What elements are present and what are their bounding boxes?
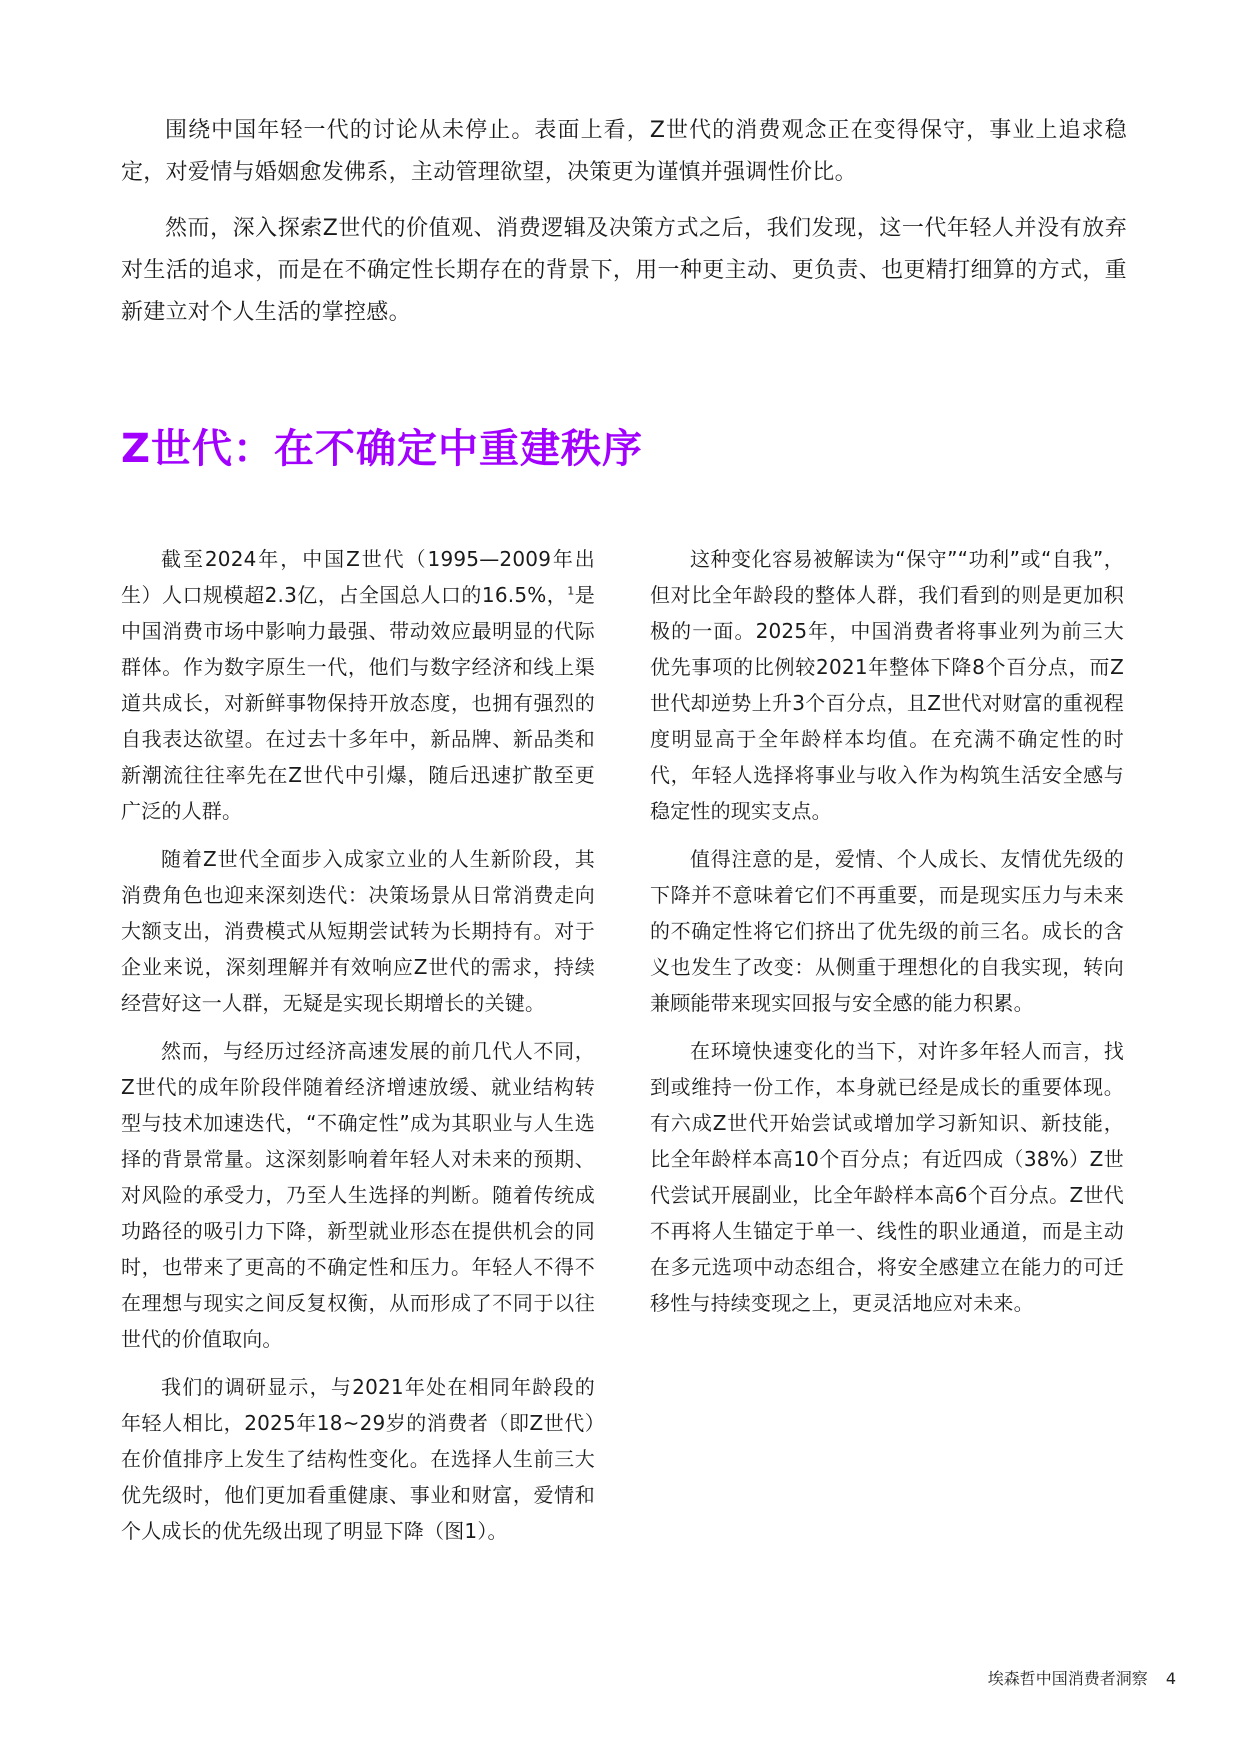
left-paragraph-2: 随着Z世代全面步入成家立业的人生新阶段，其消费角色也迎来深刻迭代：决策场景从日常消费走向大额支出，消费模式从短期尝试转为长期持有。对于企业来说，深刻理解并有效响应Z世代的需求，持续经营好这一人群，无疑是实现长期增长的关键。 <box>121 847 595 1015</box>
left-paragraph-1-text-b: 是中国消费市场中影响力最强、带动效应最明显的代际群体。作为数字原生一代，他们与数字经济和线上渠道共成长，对新鲜事物保持开放态度，也拥有强烈的自我表达欲望。在过去十多年中，新品牌、新品类和新潮流往往率先在Z世代中引爆，随后迅速扩散至更广泛的人群。 <box>121 583 595 823</box>
publication-name: 埃森哲中国消费者洞察 <box>987 1669 1148 1688</box>
intro-paragraph-1: 围绕中国年轻一代的讨论从未停止。表面上看，Z世代的消费观念正在变得保守，事业上追求稳定，对爱情与婚姻愈发佛系，主动管理欲望，决策更为谨慎并强调性价比。 <box>121 118 1127 185</box>
left-paragraph-4: 我们的调研显示，与2021年处在相同年龄段的年轻人相比，2025年18~29岁的消费者（即Z世代）在价值排序上发生了结构性变化。在选择人生前三大优先级时，他们更加看重健康、事业和财富，爱情和个人成长的优先级出现了明显下降（图1）。 <box>121 1375 595 1543</box>
left-paragraph-1-text-a: 截至2024年，中国Z世代（1995—2009年出生）人口规模超2.3亿，占全国总人口的16.5%， <box>121 547 595 607</box>
right-paragraph-2: 值得注意的是，爱情、个人成长、友情优先级的下降并不意味着它们不再重要，而是现实压力与未来的不确定性将它们挤出了优先级的前三名。成长的含义也发生了改变：从侧重于理想化的自我实现，转向兼顾能带来现实回报与安全感的能力积累。 <box>650 847 1124 1015</box>
right-paragraph-1: 这种变化容易被解读为“保守”“功利”或“自我”，但对比全年龄段的整体人群，我们看到的则是更加积极的一面。2025年，中国消费者将事业列为前三大优先事项的比例较2021年整体下降8个百分点，而Z世代却逆势上升3个百分点，且Z世代对财富的重视程度明显高于全年龄样本均值。在充满不确定性的时代，年轻人选择将事业与收入作为构筑生活安全感与稳定性的现实支点。 <box>650 547 1124 823</box>
intro-paragraph-2: 然而，深入探索Z世代的价值观、消费逻辑及决策方式之后，我们发现，这一代年轻人并没有放弃对生活的追求，而是在不确定性长期存在的背景下，用一种更主动、更负责、也更精打细算的方式，重新建立对个人生活的掌控感。 <box>121 216 1127 325</box>
left-paragraph-1 <box>121 541 595 829</box>
left-column <box>121 541 595 1561</box>
page-footer <box>988 1669 1176 1689</box>
intro-section <box>121 110 1127 348</box>
footnote-marker[interactable]: 1 <box>567 584 575 598</box>
right-paragraph-3: 在环境快速变化的当下，对许多年轻人而言，找到或维持一份工作，本身就已经是成长的重要体现。有六成Z世代开始尝试或增加学习新知识、新技能，比全年龄样本高10个百分点；有近四成（38%）Z世代尝试开展副业，比全年龄样本高6个百分点。Z世代不再将人生锚定于单一、线性的职业通道，而是主动在多元选项中动态组合，将安全感建立在能力的可迁移性与持续变现之上，更灵活地应对未来。 <box>650 1039 1124 1315</box>
left-paragraph-3: 然而，与经历过经济高速发展的前几代人不同，Z世代的成年阶段伴随着经济增速放缓、就业结构转型与技术加速迭代，“不确定性”成为其职业与人生选择的背景常量。这深刻影响着年轻人对未来的预期、对风险的承受力，乃至人生选择的判断。随着传统成功路径的吸引力下降，新型就业形态在提供机会的同时，也带来了更高的不确定性和压力。年轻人不得不在理想与现实之间反复权衡，从而形成了不同于以往世代的价值取向。 <box>121 1039 595 1351</box>
section-title: Z世代：在不确定中重建秩序 <box>121 426 644 472</box>
page-number: 4 <box>1165 1669 1176 1688</box>
right-column <box>650 541 1124 1333</box>
